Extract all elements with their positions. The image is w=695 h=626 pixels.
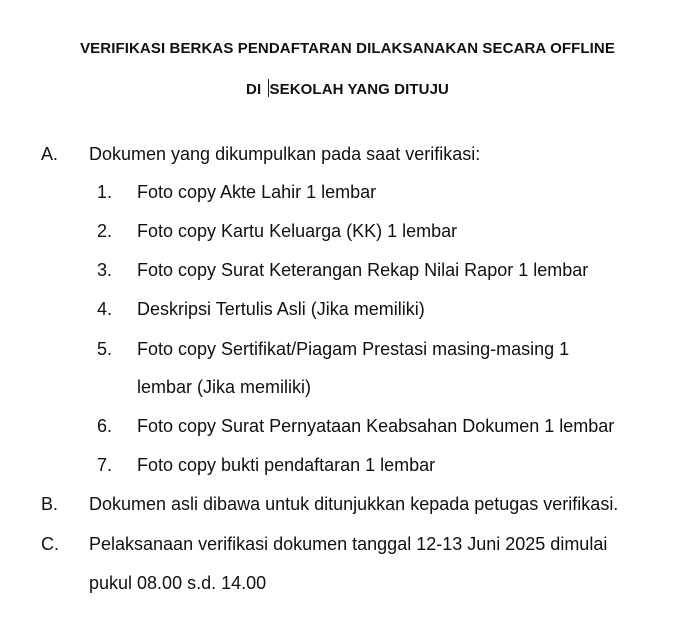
section-c-text-continued: pukul 08.00 s.d. 14.00 [89,573,267,593]
section-b-text: Dokumen asli dibawa untuk ditunjukkan kepada petugas verifikasi. [89,494,619,514]
section-c-text: Pelaksanaan verifikasi dokumen tanggal 12-13 Juni 2025 dimulai [89,534,608,554]
list-item-2-text: Foto copy Kartu Keluarga (KK) 1 lembar [137,221,458,241]
list-item-3-text: Foto copy Surat Keterangan Rekap Nilai Rapor 1 lembar [137,260,589,280]
list-item-6-text: Foto copy Surat Pernyataan Keabsahan Dokumen 1 lembar [137,416,615,436]
text-cursor [268,79,269,97]
list-item-4-text: Deskripsi Tertulis Asli (Jika memiliki) [137,299,425,319]
list-item-6-number: 6. [97,416,113,436]
list-item-5-text-continued: lembar (Jika memiliki) [137,377,312,397]
section-a-label: A. [41,144,59,164]
heading-line-1: VERIFIKASI BERKAS PENDAFTARAN DILAKSANAKAN SECARA OFFLINE [80,40,615,57]
heading-line-2-part-1: DI [246,81,262,98]
section-b-label: B. [41,494,59,514]
list-item-1-text: Foto copy Akte Lahir 1 lembar [137,182,377,202]
list-item-1-number: 1. [97,182,113,202]
list-item-7-text: Foto copy bukti pendaftaran 1 lembar [137,455,436,475]
heading-line-2-part-2: SEKOLAH YANG DITUJU [269,81,449,98]
list-item-7-number: 7. [97,455,113,475]
section-c-label: C. [41,534,59,554]
list-item-5-text: Foto copy Sertifikat/Piagam Prestasi masing-masing 1 [137,339,570,359]
section-a-text: Dokumen yang dikumpulkan pada saat verifikasi: [89,144,481,164]
list-item-5-number: 5. [97,339,113,359]
list-item-2-number: 2. [97,221,113,241]
heading-line-2 [0,79,695,98]
list-item-4-number: 4. [97,299,113,319]
list-item-3-number: 3. [97,260,113,280]
